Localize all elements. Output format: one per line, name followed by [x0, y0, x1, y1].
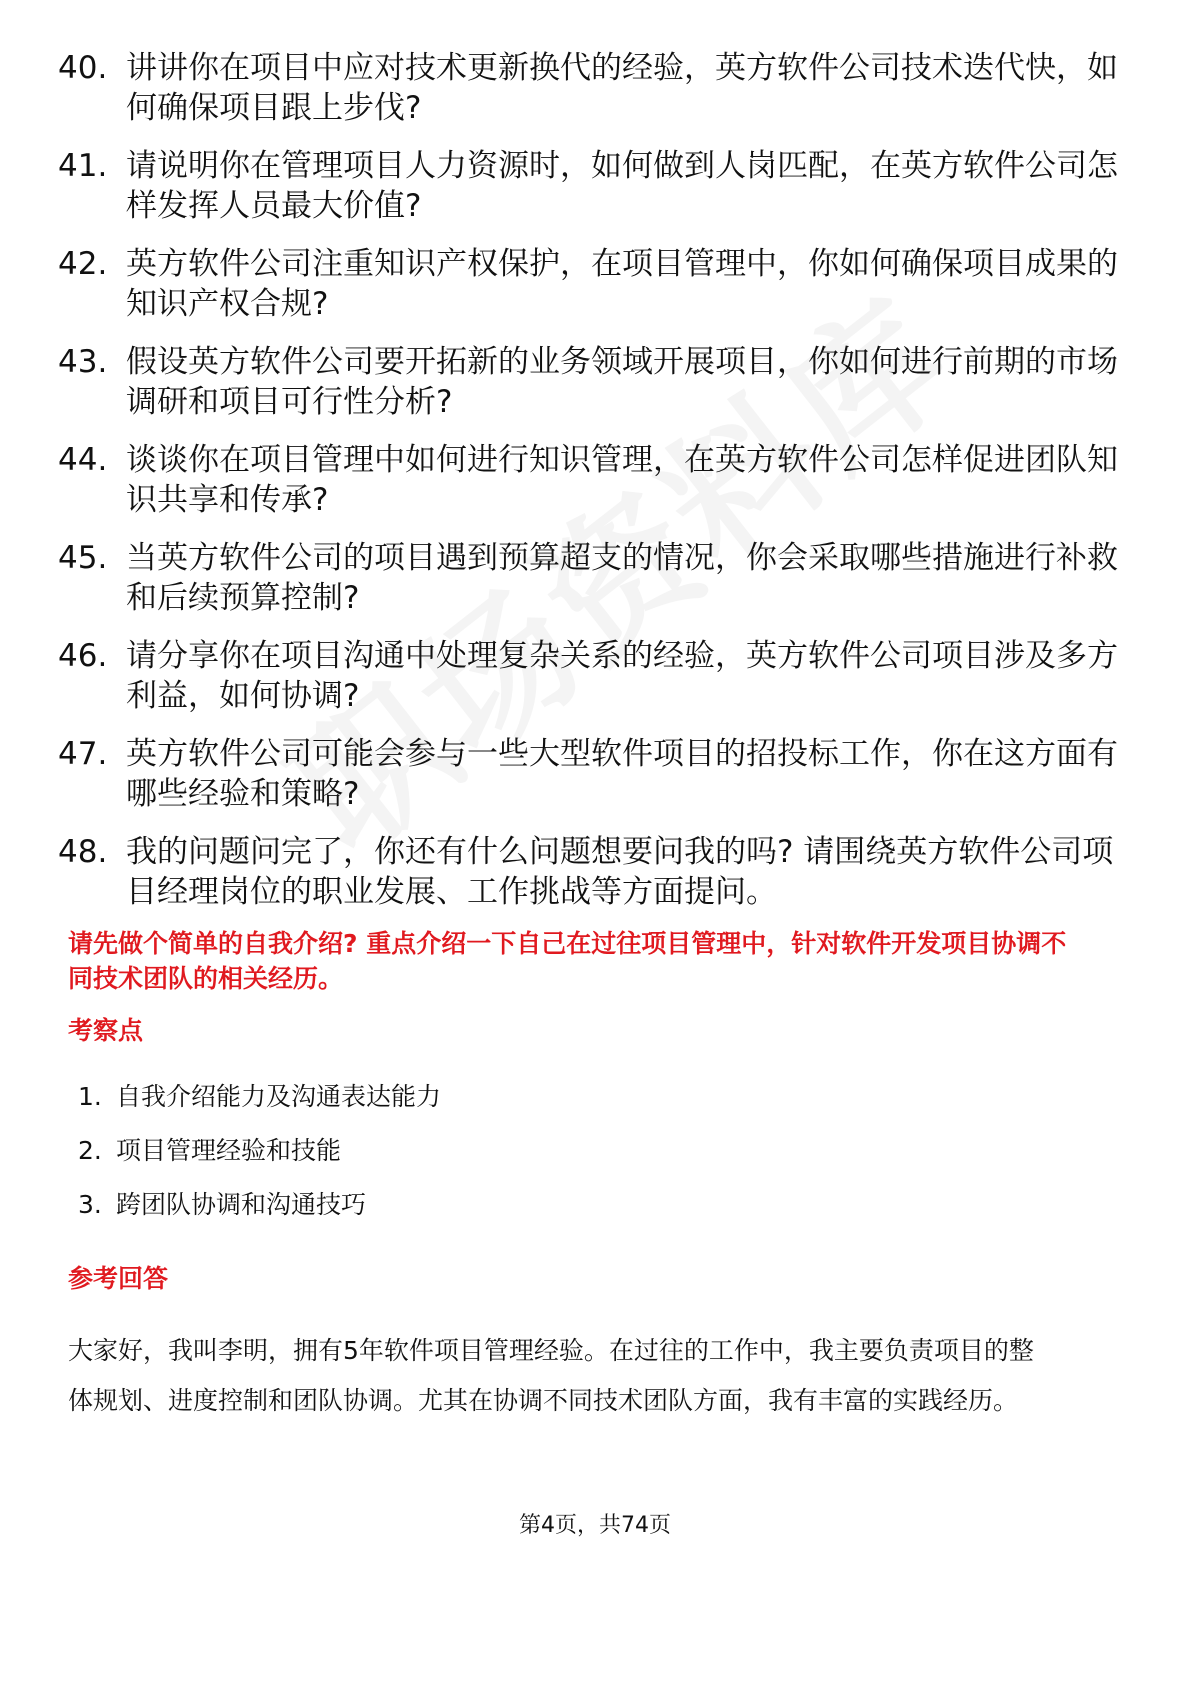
points-list	[78, 1080, 441, 1242]
question-text: 英方软件公司可能会参与一些大型软件项目的招投标工作，你在这方面有哪些经验和策略?	[126, 736, 1118, 812]
point-text: 项目管理经验和技能	[116, 1136, 342, 1165]
question-number: 48.	[58, 834, 108, 870]
point-text: 自我介绍能力及沟通表达能力	[116, 1082, 442, 1111]
question-item	[58, 48, 1118, 128]
page-footer: 第4页，共74页	[519, 1513, 671, 1538]
section-title-points: 考察点	[68, 1016, 144, 1045]
question-text: 请说明你在管理项目人力资源时，如何做到人岗匹配，在英方软件公司怎样发挥人员最大价值?	[126, 148, 1118, 224]
question-text: 请分享你在项目沟通中处理复杂关系的经验，英方软件公司项目涉及多方利益，如何协调?	[126, 638, 1118, 714]
question-item	[58, 636, 1118, 716]
question-text: 我的问题问完了，你还有什么问题想要问我的吗? 请围绕英方软件公司项目经理岗位的职业发展、工作挑战等方面提问。	[126, 834, 1114, 910]
point-number: 3.	[78, 1190, 102, 1219]
question-item	[58, 734, 1118, 814]
question-number: 43.	[58, 344, 108, 380]
highlight-question: 请先做个简单的自我介绍? 重点介绍一下自己在过往项目管理中，针对软件开发项目协调不同技术团队的相关经历。	[68, 929, 1067, 993]
point-item	[78, 1134, 441, 1168]
question-number: 46.	[58, 638, 108, 674]
question-item	[58, 244, 1118, 324]
question-text: 假设英方软件公司要开拓新的业务领域开展项目，你如何进行前期的市场调研和项目可行性分析?	[126, 344, 1118, 420]
point-text: 跨团队协调和沟通技巧	[116, 1190, 367, 1219]
question-text: 谈谈你在项目管理中如何进行知识管理，在英方软件公司怎样促进团队知识共享和传承?	[126, 442, 1118, 518]
question-text: 讲讲你在项目中应对技术更新换代的经验，英方软件公司技术迭代快，如何确保项目跟上步伐?	[126, 50, 1118, 126]
section-title-answer: 参考回答	[68, 1264, 169, 1293]
question-item	[58, 146, 1118, 226]
point-item	[78, 1188, 441, 1222]
question-number: 45.	[58, 540, 108, 576]
answer-paragraph: 大家好，我叫李明，拥有5年软件项目管理经验。在过往的工作中，我主要负责项目的整体规划、进度控制和团队协调。尤其在协调不同技术团队方面，我有丰富的实践经历。	[68, 1336, 1034, 1415]
question-text: 英方软件公司注重知识产权保护，在项目管理中，你如何确保项目成果的知识产权合规?	[126, 246, 1118, 322]
point-number: 1.	[78, 1082, 102, 1111]
question-number: 40.	[58, 50, 108, 86]
point-number: 2.	[78, 1136, 102, 1165]
question-item	[58, 538, 1118, 618]
question-text: 当英方软件公司的项目遇到预算超支的情况，你会采取哪些措施进行补救和后续预算控制?	[126, 540, 1118, 616]
question-item	[58, 832, 1118, 912]
question-number: 41.	[58, 148, 108, 184]
question-list	[58, 48, 1118, 930]
point-item	[78, 1080, 441, 1114]
question-item	[58, 342, 1118, 422]
question-number: 47.	[58, 736, 108, 772]
question-number: 44.	[58, 442, 108, 478]
question-item	[58, 440, 1118, 520]
question-number: 42.	[58, 246, 108, 282]
